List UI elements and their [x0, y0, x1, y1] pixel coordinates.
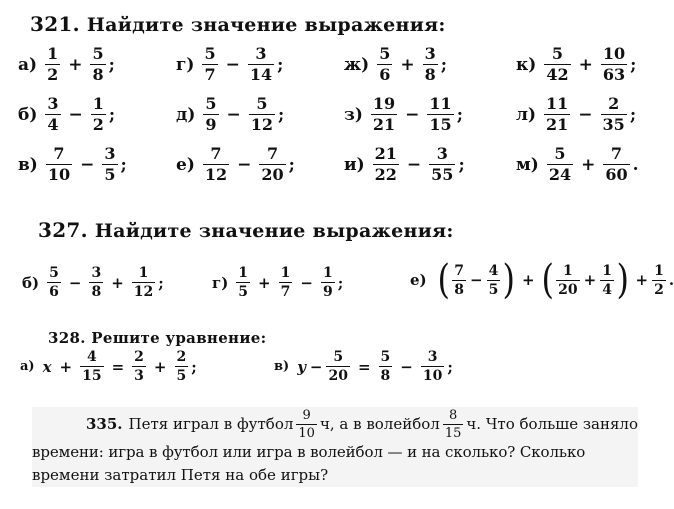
denominator: 2 [47, 65, 59, 84]
numerator: 19 [372, 94, 396, 113]
ex321-heading [30, 12, 446, 36]
denominator: 2 [92, 115, 104, 134]
fraction [203, 146, 229, 183]
fraction [45, 46, 60, 83]
numerator: 1 [47, 44, 59, 63]
denominator: 14 [249, 65, 273, 84]
numerator: 10 [602, 44, 626, 63]
numerator: 5 [380, 349, 391, 365]
denominator: 5 [176, 368, 187, 384]
fraction [452, 264, 466, 297]
item-label: е) [410, 271, 427, 289]
item-label: ж) [344, 54, 370, 75]
denominator: 7 [204, 65, 216, 84]
denominator: 21 [372, 115, 396, 134]
left-paren: ( [437, 257, 450, 303]
ex335-text-3: ч. Что больше заняло [466, 414, 638, 433]
denominator: 12 [204, 165, 228, 184]
fraction [175, 350, 189, 383]
denominator: 5 [238, 284, 249, 300]
fraction [321, 266, 335, 299]
denominator: 55 [431, 165, 454, 184]
denominator: 10 [422, 368, 443, 384]
operator: − [400, 357, 413, 376]
operator: + [68, 54, 83, 75]
terminator: ; [108, 54, 115, 75]
item-label: м) [516, 154, 539, 175]
fraction [379, 350, 393, 383]
numerator: 5 [204, 44, 216, 63]
item-label: в) [274, 359, 290, 374]
denominator: 6 [49, 284, 59, 300]
fraction [601, 46, 627, 83]
fraction [132, 266, 155, 299]
ex321-number: 321. [30, 12, 80, 36]
fraction [46, 146, 72, 183]
ex335-text-1: Петя играл в футбол [128, 414, 294, 433]
fraction [487, 264, 501, 297]
terminator: ; [278, 104, 285, 125]
terminator: ; [629, 104, 637, 125]
numerator: 1 [654, 262, 664, 279]
denominator: 15 [444, 425, 462, 441]
fraction [600, 264, 614, 297]
fraction [427, 96, 453, 133]
ex327-number: 327. [38, 218, 88, 242]
denominator: 2 [654, 281, 664, 298]
right-paren: ) [616, 257, 629, 303]
numerator: 5 [205, 94, 217, 113]
numerator: 3 [47, 94, 59, 113]
ex321-item [176, 46, 283, 83]
terminator: ; [456, 104, 463, 125]
denominator: 24 [548, 165, 572, 184]
right-paren: ) [502, 257, 516, 303]
fraction [90, 46, 105, 83]
ex328-item-a [20, 350, 197, 383]
fraction [132, 350, 146, 383]
denominator: 8 [380, 368, 391, 384]
item-label: д) [176, 104, 196, 125]
fraction [203, 96, 218, 133]
ex327-item-e [410, 257, 674, 303]
fraction [249, 96, 275, 133]
denominator: 9 [205, 115, 217, 134]
operator: + [521, 271, 535, 289]
fraction [544, 46, 570, 83]
numerator: 5 [551, 44, 564, 63]
denominator: 15 [429, 115, 452, 134]
numerator: 21 [374, 144, 397, 163]
numerator: 1 [138, 265, 149, 281]
terminator: ; [158, 273, 164, 292]
operator: + [111, 273, 124, 292]
ex328-number: 328. [48, 329, 86, 347]
fraction [652, 264, 666, 297]
numerator: 7 [610, 144, 623, 163]
terminator: . [632, 154, 639, 175]
item-label: в) [18, 154, 38, 175]
ex327-item-b [22, 266, 164, 299]
ex335-problem [32, 407, 638, 487]
operator: + [258, 273, 271, 292]
fraction [279, 266, 293, 299]
ex321-item [176, 96, 284, 133]
terminator: ; [191, 357, 197, 376]
fraction [89, 266, 103, 299]
denominator: 15 [82, 368, 102, 384]
item-label: б) [22, 273, 40, 292]
fraction [326, 350, 349, 383]
numerator: 3 [91, 265, 102, 281]
operator: − [80, 154, 95, 175]
item-label: е) [176, 154, 195, 175]
denominator: 9 [322, 284, 333, 300]
fraction [45, 96, 60, 133]
item-label: а) [20, 359, 35, 374]
fraction [296, 409, 317, 440]
numerator: 4 [488, 262, 499, 279]
terminator: . [668, 271, 674, 289]
denominator: 4 [47, 115, 59, 134]
numerator: 11 [546, 94, 569, 113]
equals-sign: = [111, 357, 125, 376]
operator: − [578, 104, 593, 125]
denominator: 4 [602, 281, 612, 298]
numerator: 5 [256, 94, 268, 113]
operator: − [309, 357, 323, 376]
numerator: 5 [554, 144, 566, 163]
ex321-item [18, 146, 127, 183]
operator: − [470, 271, 483, 289]
ex327-title: Найдите значение выражения: [94, 220, 454, 242]
operator: + [583, 271, 597, 289]
ex321-item [344, 46, 447, 83]
ex327-heading [38, 218, 454, 242]
ex327-item-g [212, 266, 343, 299]
variable: x [42, 357, 52, 376]
numerator: 3 [436, 144, 448, 163]
denominator: 21 [546, 115, 569, 134]
numerator: 7 [454, 262, 464, 279]
terminator: ; [277, 54, 284, 75]
operator: − [237, 154, 252, 175]
fraction [102, 146, 117, 183]
numerator: 8 [448, 407, 458, 423]
ex321-item [18, 96, 115, 133]
item-label: г) [176, 54, 195, 75]
denominator: 63 [602, 65, 626, 84]
numerator: 2 [608, 94, 620, 113]
numerator: 1 [280, 265, 291, 281]
denominator: 5 [104, 165, 116, 184]
numerator: 5 [333, 349, 344, 365]
denominator: 35 [602, 115, 625, 134]
fraction [603, 146, 629, 183]
numerator: 3 [104, 144, 116, 163]
ex335-number: 335. [86, 414, 123, 433]
numerator: 1 [562, 262, 573, 279]
variable: y [297, 357, 306, 376]
ex328-heading [48, 329, 266, 347]
numerator: 1 [322, 265, 333, 281]
denominator: 8 [454, 281, 464, 298]
fraction [556, 264, 579, 297]
denominator: 42 [546, 65, 569, 84]
item-label: а) [18, 54, 38, 75]
denominator: 6 [379, 65, 391, 84]
denominator: 12 [250, 115, 274, 134]
ex335-line2: времени: игра в футбол или игра в волейбол — и на сколько? Сколько [32, 443, 586, 461]
ex321-item [344, 96, 463, 133]
operator: + [59, 357, 73, 376]
operator: − [68, 104, 83, 125]
fraction [377, 46, 392, 83]
item-label: л) [516, 104, 537, 125]
ex321-item [18, 46, 115, 83]
operator: − [225, 54, 240, 75]
ex335-line3: времени затратил Петя на обе игры? [32, 466, 329, 484]
numerator: 1 [602, 262, 612, 279]
fraction [429, 146, 455, 183]
ex321-item [344, 146, 465, 183]
denominator: 12 [133, 284, 154, 300]
numerator: 3 [427, 349, 438, 365]
numerator: 4 [86, 349, 97, 365]
numerator: 11 [429, 94, 452, 113]
ex335-line1 [32, 407, 638, 441]
item-label: г) [212, 273, 229, 292]
denominator: 8 [424, 65, 436, 84]
ex321-item [516, 96, 636, 133]
operator: + [400, 54, 415, 75]
fraction [236, 266, 250, 299]
numerator: 1 [92, 94, 104, 113]
denominator: 20 [558, 281, 578, 298]
numerator: 2 [176, 349, 187, 365]
denominator: 5 [488, 281, 499, 298]
operator: + [635, 271, 649, 289]
item-label: и) [344, 154, 365, 175]
ex328-item-v [274, 350, 453, 383]
fraction [443, 409, 464, 440]
operator: + [153, 357, 167, 376]
ex335-text-2: ч, а в волейбол [319, 414, 440, 433]
operator: + [581, 154, 596, 175]
terminator: ; [288, 154, 295, 175]
denominator: 3 [134, 368, 144, 384]
numerator: 7 [53, 144, 65, 163]
fraction [423, 46, 438, 83]
ex321-title: Найдите значение выражения: [86, 14, 446, 36]
numerator: 3 [424, 44, 436, 63]
left-paren: ( [541, 257, 554, 303]
numerator: 2 [134, 349, 144, 365]
numerator: 9 [302, 407, 311, 423]
fraction [371, 96, 397, 133]
fraction [373, 146, 399, 183]
terminator: ; [120, 154, 127, 175]
fraction [202, 46, 217, 83]
denominator: 60 [605, 165, 628, 184]
denominator: 8 [92, 65, 104, 84]
numerator: 5 [379, 44, 391, 63]
numerator: 5 [92, 44, 104, 63]
denominator: 10 [47, 165, 71, 184]
terminator: ; [447, 357, 453, 376]
fraction [544, 96, 570, 133]
fraction [547, 146, 573, 183]
fraction [421, 350, 444, 383]
ex328-title: Решите уравнение: [91, 329, 267, 347]
denominator: 7 [280, 284, 291, 300]
denominator: 22 [374, 165, 397, 184]
operator: − [68, 273, 82, 292]
terminator: ; [108, 104, 116, 125]
fraction [91, 96, 106, 133]
operator: − [406, 154, 422, 175]
denominator: 20 [328, 368, 348, 384]
denominator: 8 [91, 284, 102, 300]
terminator: ; [440, 54, 448, 75]
item-label: з) [344, 104, 363, 125]
equals-sign: = [357, 357, 371, 376]
numerator: 7 [210, 144, 222, 163]
denominator: 20 [261, 165, 284, 184]
operator: − [300, 273, 313, 292]
item-label: к) [516, 54, 537, 75]
operator: − [226, 104, 241, 125]
numerator: 5 [49, 265, 59, 281]
fraction [47, 266, 61, 299]
terminator: ; [337, 273, 344, 292]
numerator: 3 [255, 44, 267, 63]
operator: − [405, 104, 420, 125]
terminator: ; [630, 54, 637, 75]
terminator: ; [458, 154, 465, 175]
fraction [601, 96, 627, 133]
ex321-item [516, 146, 639, 183]
ex321-item [176, 146, 295, 183]
numerator: 7 [266, 144, 279, 163]
fraction [259, 146, 285, 183]
denominator: 10 [298, 425, 315, 441]
operator: + [578, 54, 593, 75]
item-label: б) [18, 104, 38, 125]
fraction [248, 46, 274, 83]
numerator: 1 [238, 265, 249, 281]
fraction [80, 350, 103, 383]
ex321-item [516, 46, 636, 83]
